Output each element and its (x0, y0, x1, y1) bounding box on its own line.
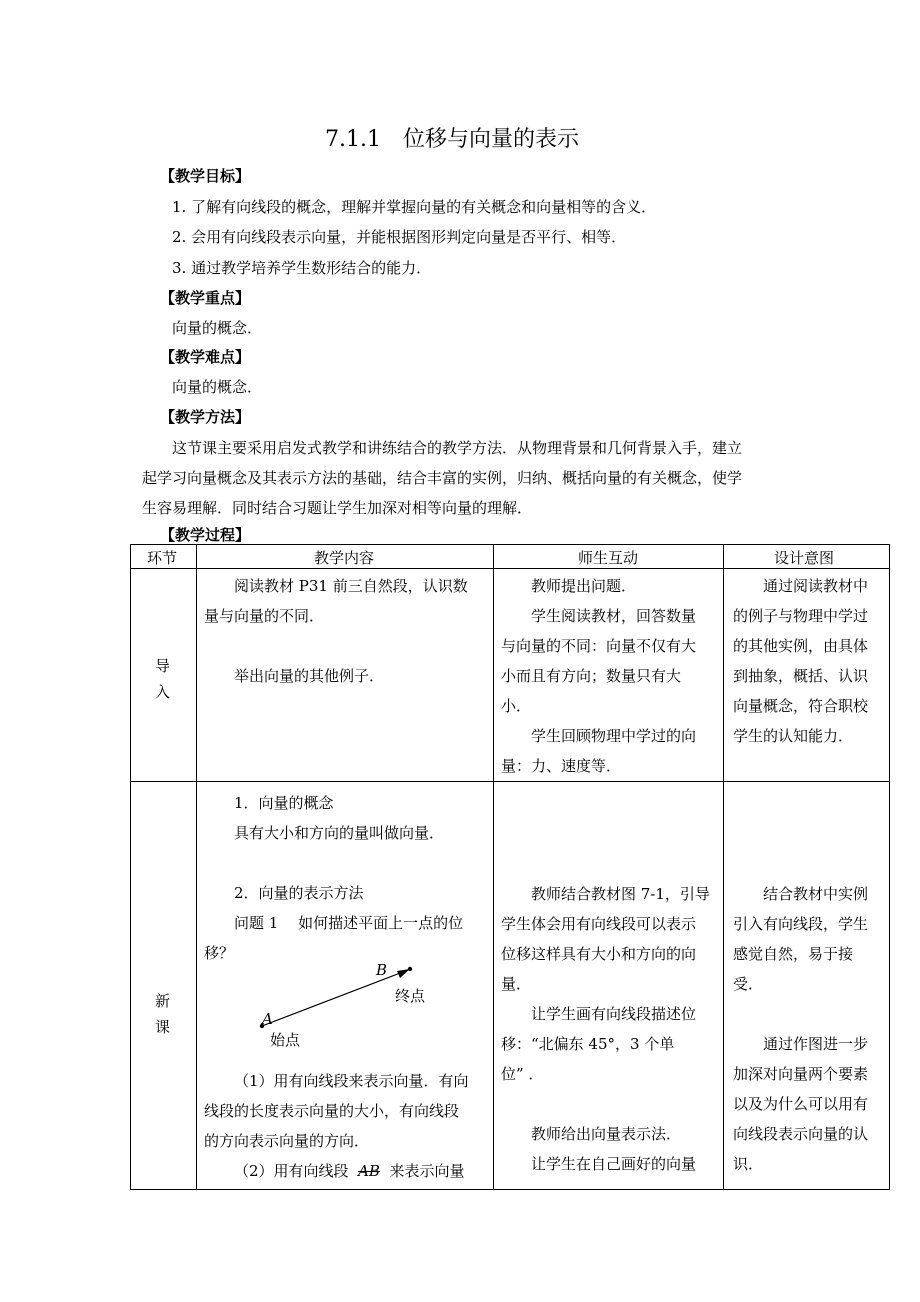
label-a: A (262, 1010, 273, 1028)
method-line-2: 起学习向量概念及其表示方法的基础，结合丰富的实例，归纳、概括向量的有关概念，使学 (142, 469, 743, 487)
stage-new-lesson (155, 988, 170, 1040)
new-interaction (501, 879, 721, 1179)
key-text: 向量的概念． (172, 319, 263, 337)
text-line: 通过阅读教材中 (763, 577, 869, 595)
goals-heading: 【教学目标】 (160, 167, 251, 185)
text-line: 结合教材中实例 (763, 885, 869, 903)
text-line: 学生阅读教材，回答数量 (531, 607, 697, 625)
goal-item-3: 3. 通过教学培养学生数形结合的能力． (172, 259, 432, 277)
text-line: 移？ (204, 944, 235, 962)
text-line: 学生回顾物理中学过的向 (531, 727, 697, 745)
text-line: 让学生在自己画好的向量 (531, 1155, 697, 1173)
method-line-1: 这节课主要采用启发式教学和讲练结合的教学方法．从物理背景和几何背景入手，建立 (172, 439, 743, 457)
text-part: 来表示向量 (389, 1162, 465, 1180)
intro-interaction (501, 571, 721, 781)
label-start: 始点 (270, 1031, 301, 1049)
text-line: 小． (501, 697, 532, 715)
stage-intro (155, 653, 170, 705)
text-line: 向线段表示向量的认 (733, 1125, 869, 1143)
page-title: 7.1.1 位移与向量的表示 (325, 127, 579, 152)
text-line: 举出向量的其他例子． (234, 667, 385, 685)
text-line: 阅读教材 P31 前三自然段，认识数 (234, 577, 468, 595)
header-stage: 环节 (147, 549, 178, 567)
text-line: 移：“北偏东 45°，3 个单 (501, 1035, 675, 1053)
text-line: 感觉自然，易于接 (733, 945, 854, 963)
header-content: 教学内容 (314, 549, 375, 567)
text-line: 通过作图进一步 (763, 1035, 869, 1053)
text-line: 受． (733, 975, 764, 993)
text-line: 让学生画有向线段描述位 (531, 1005, 697, 1023)
text-line: 学生体会用有向线段可以表示 (501, 915, 697, 933)
text-line: 的其他实例，由具体 (733, 637, 869, 655)
text-line: 的例子与物理中学过 (733, 607, 869, 625)
text-line: 的方向表示向量的方向． (204, 1132, 370, 1150)
header-intent: 设计意图 (774, 549, 835, 567)
label-end: 终点 (395, 987, 426, 1005)
new-content-lower (204, 1066, 490, 1186)
text-line: 教师结合教材图 7-1，引导 (531, 885, 710, 903)
stage-intro-char-2: 入 (155, 683, 171, 701)
text-line: 识． (733, 1155, 764, 1173)
vector-ab-notation: AB (358, 1162, 380, 1180)
text-line: 线段的长度表示向量的大小，有向线段 (204, 1102, 460, 1120)
text-line: 到抽象，概括、认识 (733, 667, 869, 685)
header-interaction: 师生互动 (578, 549, 639, 567)
process-heading: 【教学过程】 (160, 526, 251, 544)
text-line: 位移这样具有大小和方向的向 (501, 945, 697, 963)
stage-new-char-2: 课 (155, 1018, 171, 1036)
text-line: （1）用有向线段来表示向量．有向 (234, 1072, 469, 1090)
text-part: （2）用有向线段 (234, 1162, 349, 1180)
text-line: 量与向量的不同． (204, 607, 325, 625)
text-line (204, 1156, 490, 1186)
new-intent (733, 879, 887, 1179)
text-line: 引入有向线段，学生 (733, 915, 869, 933)
text-line: 学生的认知能力． (733, 727, 854, 745)
stage-intro-char-1: 导 (155, 657, 171, 675)
text-line: 以及为什么可以用有 (733, 1095, 869, 1113)
intro-content (204, 571, 490, 691)
text-line: 小而且有方向；数量只有大 (501, 667, 682, 685)
text-line: 量． (501, 975, 532, 993)
text-line: 具有大小和方向的量叫做向量． (234, 824, 445, 842)
goal-item-2: 2. 会用有向线段表示向量，并能根据图形判定向量是否平行、相等． (172, 228, 627, 246)
difficulty-heading: 【教学难点】 (160, 348, 251, 366)
text-line: 1．向量的概念 (234, 794, 334, 812)
label-b: B (376, 961, 388, 979)
method-heading: 【教学方法】 (160, 408, 251, 426)
stage-new-char-1: 新 (155, 992, 171, 1010)
arrowhead-icon (397, 969, 410, 978)
difficulty-text: 向量的概念． (172, 378, 263, 396)
new-content (204, 788, 490, 968)
text-line: 教师提出问题． (531, 577, 637, 595)
text-line: 量：力、速度等． (501, 757, 622, 775)
key-heading: 【教学重点】 (160, 289, 251, 307)
text-line: 教师给出向量表示法． (531, 1125, 682, 1143)
text-line: 与向量的不同：向量不仅有大 (501, 637, 697, 655)
goal-item-1: 1. 了解有向线段的概念，理解并掌握向量的有关概念和向量相等的含义． (172, 198, 657, 216)
text-line: 位” ． (501, 1065, 544, 1083)
text-line: 问题 1 如何描述平面上一点的位 (234, 914, 464, 932)
text-line: 加深对向量两个要素 (733, 1065, 869, 1083)
text-line: 2．向量的表示方法 (234, 884, 364, 902)
intro-intent (733, 571, 887, 751)
method-line-3: 生容易理解．同时结合习题让学生加深对相等向量的理解． (142, 499, 533, 517)
text-line: 向量概念，符合职校 (733, 697, 869, 715)
point-b (408, 967, 412, 971)
